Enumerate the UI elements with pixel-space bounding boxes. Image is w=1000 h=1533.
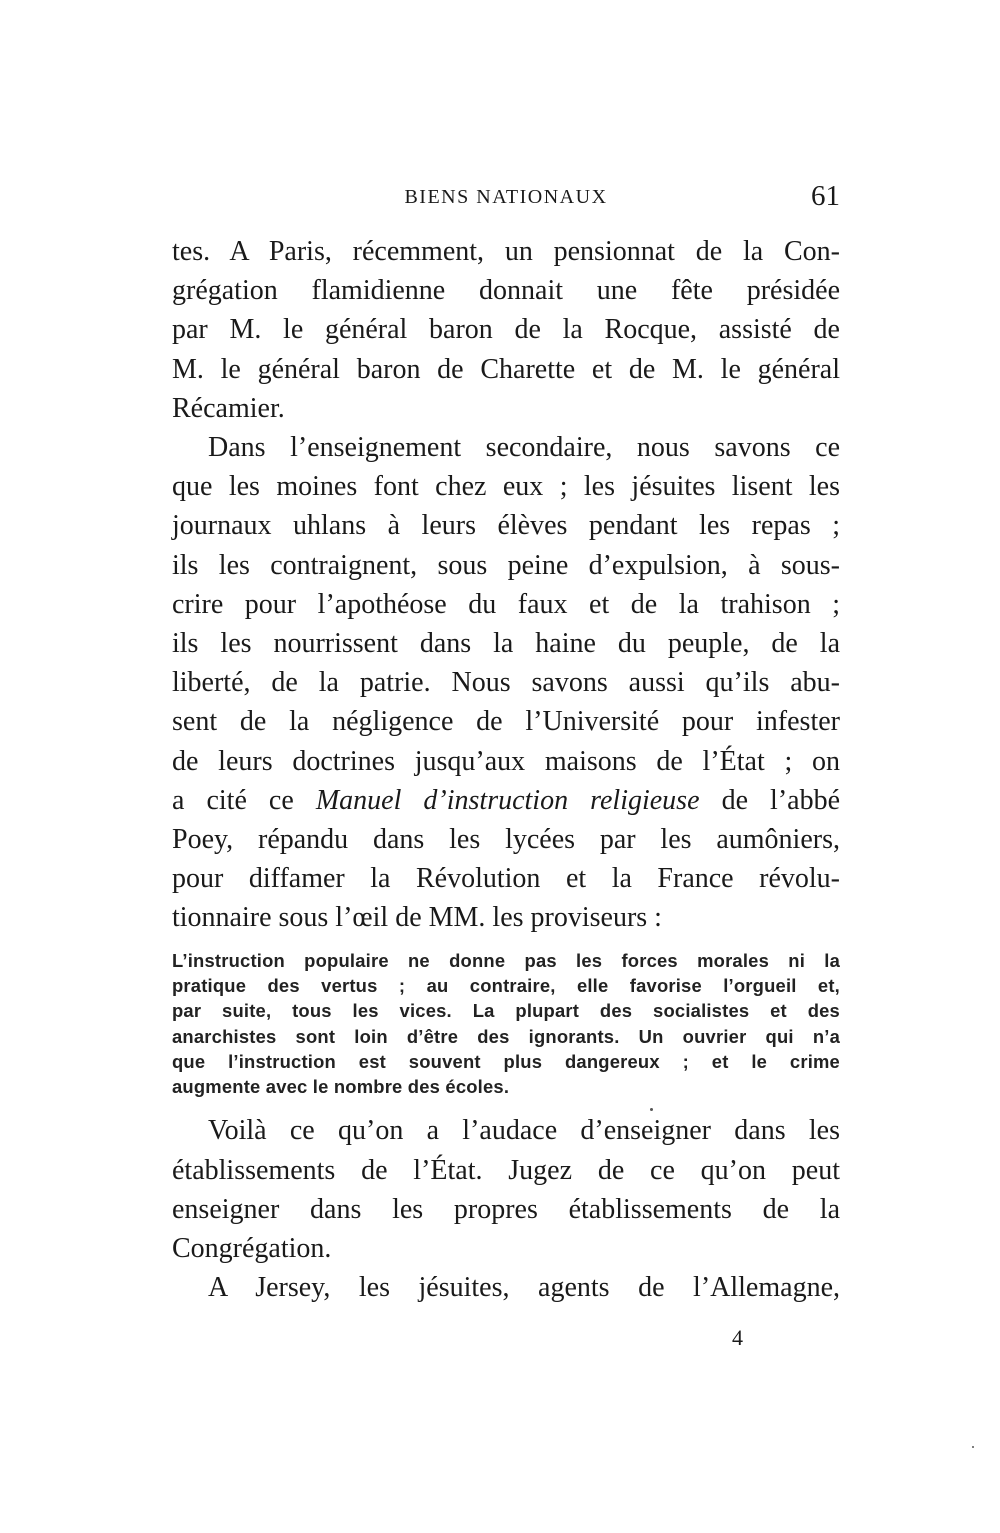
text-line: A Jersey, les jésuites, agents de l’Allemagne, (208, 1272, 840, 1304)
paragraph-4 (172, 1268, 840, 1307)
text-line: Dans l’enseignement secondaire, nous savons ce (208, 432, 840, 464)
block-quote (172, 948, 840, 1100)
text-line: Récamier. (172, 392, 285, 424)
text-run: de l’abbé (699, 784, 840, 816)
quote-line: augmente avec le nombre des écoles. (172, 1076, 510, 1098)
page-number: 61 (811, 180, 840, 212)
paragraph-3 (172, 1111, 840, 1268)
running-head (172, 180, 840, 220)
signature-mark: 4 (732, 1325, 743, 1350)
text-line: ils les nourrissent dans la haine du peuple, de la (172, 628, 840, 660)
text-line: par M. le général baron de la Rocque, assisté de (172, 314, 840, 346)
running-title: BIENS NATIONAUX (404, 186, 608, 208)
text-line: que les moines font chez eux ; les jésuites lisent les (172, 471, 840, 503)
paragraph-2 (172, 428, 840, 938)
print-speck (972, 1446, 974, 1448)
text-line: tes. A Paris, récemment, un pensionnat de la Con- (172, 236, 840, 267)
text-line: liberté, de la patrie. Nous savons aussi qu’ils abu- (172, 667, 840, 699)
text-line: Voilà ce qu’on a l’audace d’enseigner dans les (208, 1115, 840, 1147)
quote-line: par suite, tous les vices. La plupart des socialistes et des (172, 1000, 840, 1022)
quote-line: pratique des vertus ; au contraire, elle favorise l’orgueil et, (172, 974, 840, 996)
print-speck (650, 1108, 653, 1111)
paragraph-1 (172, 232, 840, 428)
text-run: a cité ce (172, 784, 316, 816)
text-line: grégation flamidienne donnait une fête présidée (172, 275, 840, 307)
text-line: crire pour l’apothéose du faux et de la trahison ; (172, 588, 840, 620)
text-line: ils les contraignent, sous peine d’expulsion, à sous- (172, 549, 840, 581)
text-line: de leurs doctrines jusqu’aux maisons de l’État ; on (172, 745, 840, 777)
text-line: tionnaire sous l’œil de MM. les proviseurs : (172, 902, 662, 934)
text-line: enseigner dans les propres établissements de la (172, 1193, 840, 1225)
body-text (172, 232, 840, 1307)
text-line: pour diffamer la Révolution et la France révolu- (172, 863, 840, 895)
quote-line: anarchistes sont loin d’être des ignorants. Un ouvrier qui n’a (172, 1025, 840, 1047)
text-line: journaux uhlans à leurs élèves pendant les repas ; (172, 510, 840, 542)
text-line: établissements de l’État. Jugez de ce qu’on peut (172, 1154, 840, 1186)
quote-line: L’instruction populaire ne donne pas les forces morales ni la (172, 949, 840, 971)
text-line: M. le général baron de Charette et de M. le général (172, 353, 840, 385)
text-line: sent de la négligence de l’Université pour infester (172, 706, 840, 738)
quote-line: que l’instruction est souvent plus dangereux ; et le crime (172, 1050, 840, 1072)
text-line: Congrégation. (172, 1233, 332, 1265)
book-title-italic: Manuel d’instruction religieuse (315, 784, 700, 816)
text-line: Poey, répandu dans les lycées par les aumôniers, (172, 824, 840, 856)
text-line-with-title (172, 781, 840, 820)
